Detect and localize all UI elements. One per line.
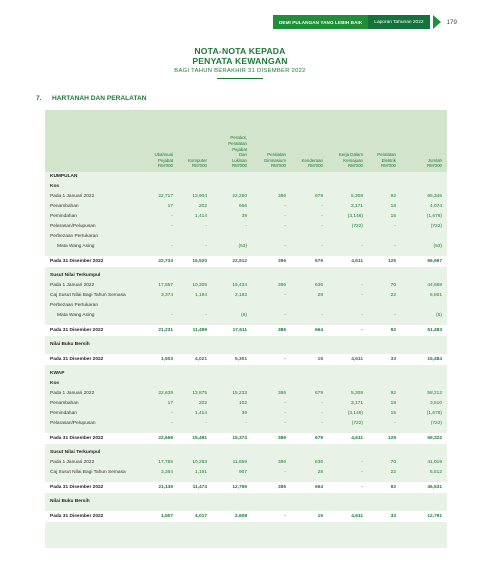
table-cell: 664 xyxy=(314,485,323,490)
column-header-line: Lukisan xyxy=(231,157,247,163)
page-header xyxy=(273,15,457,29)
table-cell: 386 xyxy=(277,391,286,396)
title-divider xyxy=(217,78,263,79)
table-cell: 21,149 xyxy=(158,485,173,490)
table-cell: 11,474 xyxy=(192,485,207,490)
table-cell: - xyxy=(361,313,363,318)
total-row xyxy=(45,325,447,336)
row-label: Perbezaan Pertukaran xyxy=(50,234,98,239)
column-header-line: Komputer xyxy=(187,157,207,163)
table-cell: 15,484 xyxy=(427,357,442,362)
table-cell: - xyxy=(394,313,396,318)
table-cell: 22,717 xyxy=(158,194,173,199)
table-cell: - xyxy=(284,357,286,362)
table-cell: 17,611 xyxy=(232,328,247,333)
table-row xyxy=(45,399,447,409)
table-cell: - xyxy=(321,421,323,426)
row-label: Penambahan xyxy=(50,204,79,209)
table-row xyxy=(45,409,447,419)
row-label: KUMPULAN xyxy=(50,174,78,179)
row-label: Pemindahan xyxy=(50,214,77,219)
table-cell: 28 xyxy=(317,470,323,475)
table-cell: 15,491 xyxy=(192,436,207,441)
table-cell: - xyxy=(205,313,207,318)
row-label: Pemindahan xyxy=(50,411,77,416)
column-unit: RM'000 xyxy=(192,163,207,169)
table-cell: 386 xyxy=(277,460,286,465)
table-cell: 44,688 xyxy=(427,283,442,288)
table-cell: 10,283 xyxy=(192,460,207,465)
table-cell: 41,019 xyxy=(427,460,442,465)
row-label: Caj Susut Nilai Bagi Tahun Semasa xyxy=(50,470,126,475)
column-unit: RM'000 xyxy=(232,163,247,169)
table-cell: 636 xyxy=(314,460,323,465)
table-cell: - xyxy=(284,401,286,406)
table-cell: - xyxy=(361,293,363,298)
table-cell: 92 xyxy=(390,328,396,333)
table-cell: - xyxy=(171,224,173,229)
subheading-row xyxy=(45,497,447,507)
table-cell: (3,146) xyxy=(347,411,363,416)
column-header-line: Dan xyxy=(238,152,247,158)
table-cell: 58,212 xyxy=(427,391,442,396)
table-cell: 15 xyxy=(317,357,323,362)
column-unit: RM'000 xyxy=(158,163,173,169)
row-label: Mata Wang Asing xyxy=(57,244,95,249)
table-cell: 125 xyxy=(387,436,396,441)
table-row xyxy=(45,212,447,222)
table-cell: 12,766 xyxy=(232,485,247,490)
row-label: Penambahan xyxy=(50,401,79,406)
row-label: Pada 31 Disember 2022 xyxy=(50,328,104,333)
table-cell: 18 xyxy=(390,401,396,406)
table-cell: 59,322 xyxy=(427,436,442,441)
table-cell: 1,507 xyxy=(160,514,173,519)
row-label: Kos xyxy=(50,381,60,386)
table-cell: 386 xyxy=(277,194,286,199)
row-label: Pada 1 Januari 2022 xyxy=(50,283,95,288)
report-name: Laporan Tahunan 2022 xyxy=(368,15,429,29)
table-cell: (6) xyxy=(436,313,442,318)
table-cell: 51,483 xyxy=(427,328,442,333)
table-cell: 13,875 xyxy=(192,391,207,396)
section-title: HARTANAH DAN PERALATAN xyxy=(52,95,147,102)
table-row xyxy=(45,389,447,399)
table-row xyxy=(45,311,447,321)
table-row xyxy=(45,192,447,202)
column-header-line: Ubahsuai xyxy=(154,152,173,158)
row-label: Pada 1 Januari 2022 xyxy=(50,194,95,199)
row-label: Pelarasan/Pelupusan xyxy=(50,224,96,229)
table-cell: 4,611 xyxy=(351,357,363,362)
table-cell: - xyxy=(394,224,396,229)
table-cell: - xyxy=(171,421,173,426)
table-cell: - xyxy=(284,470,286,475)
table-cell: - xyxy=(284,204,286,209)
table-cell: - xyxy=(205,421,207,426)
column-header-line: Peralatan xyxy=(228,141,247,147)
table-cell: (722) xyxy=(430,224,442,229)
table-cell: 15,374 xyxy=(232,436,247,441)
table-cell: 28 xyxy=(317,293,323,298)
column-unit: RM'000 xyxy=(381,163,396,169)
table-cell: - xyxy=(394,421,396,426)
column-header-line: Pejabat xyxy=(232,146,247,152)
table-cell: 386 xyxy=(277,283,286,288)
table-cell: 15 xyxy=(317,514,323,519)
row-label: Pada 31 Disember 2022 xyxy=(50,436,104,441)
table-row xyxy=(45,222,447,232)
table-cell: 2,608 xyxy=(234,514,247,519)
table-cell: 11,499 xyxy=(192,328,207,333)
row-label: Caj Susut Nilai Bagi Tahun Semasa xyxy=(50,293,126,298)
table-cell: 1,191 xyxy=(194,470,207,475)
table-cell: - xyxy=(205,244,207,249)
row-label: Susut Nilai Terkumpul xyxy=(50,273,101,278)
table-cell: 1,503 xyxy=(160,357,173,362)
ppe-table xyxy=(45,110,447,548)
table-cell: 13,904 xyxy=(192,194,207,199)
table-cell: - xyxy=(321,401,323,406)
total-row xyxy=(45,433,447,444)
section-number: 7. xyxy=(36,95,42,102)
table-cell: - xyxy=(284,244,286,249)
table-cell: - xyxy=(171,411,173,416)
column-header xyxy=(207,135,247,169)
column-header xyxy=(246,152,286,169)
column-header-line: Gimnasium xyxy=(263,157,286,163)
table-cell: - xyxy=(321,313,323,318)
table-cell: - xyxy=(321,224,323,229)
table-cell: - xyxy=(361,460,363,465)
table-cell: 66,967 xyxy=(427,259,442,264)
table-row xyxy=(45,232,447,242)
table-cell: - xyxy=(394,244,396,249)
table-cell: 15,233 xyxy=(232,391,247,396)
total-row xyxy=(45,482,447,493)
table-cell: 6,801 xyxy=(429,293,442,298)
table-cell: 92 xyxy=(390,485,396,490)
column-header-line: Kenderaan xyxy=(301,157,323,163)
table-cell: - xyxy=(284,214,286,219)
table-cell: 22,912 xyxy=(232,259,247,264)
table-cell: 4,611 xyxy=(351,259,363,264)
table-cell: 3,171 xyxy=(350,401,363,406)
table-cell: 92 xyxy=(390,194,396,199)
column-header xyxy=(283,158,323,169)
table-cell: 22,656 xyxy=(158,436,173,441)
column-header-line: Kemajuan xyxy=(343,157,363,163)
table-cell: (722) xyxy=(351,224,363,229)
table-cell: 17,857 xyxy=(158,283,173,288)
table-cell: 102 xyxy=(238,401,247,406)
table-cell: 3,510 xyxy=(429,401,442,406)
table-cell: 33 xyxy=(390,514,396,519)
table-cell: 15,520 xyxy=(192,259,207,264)
table-cell: (53) xyxy=(433,244,442,249)
table-cell: 1,194 xyxy=(194,293,207,298)
row-label: Nilai Buku Bersih xyxy=(50,499,90,504)
table-cell: 15,434 xyxy=(232,283,247,288)
table-cell: 202 xyxy=(198,204,207,209)
subheading-row xyxy=(45,340,447,350)
table-cell: - xyxy=(284,514,286,519)
table-cell: - xyxy=(171,214,173,219)
table-cell: 5,308 xyxy=(350,391,363,396)
table-cell: 2,183 xyxy=(234,293,247,298)
table-cell: 1,414 xyxy=(194,411,207,416)
table-cell: 22 xyxy=(390,470,396,475)
table-cell: 21,231 xyxy=(158,328,173,333)
group-heading-row xyxy=(45,369,447,379)
table-cell: 679 xyxy=(314,391,323,396)
total-row xyxy=(45,354,447,365)
table-cell: - xyxy=(321,204,323,209)
table-cell: 1,414 xyxy=(194,214,207,219)
table-cell: 636 xyxy=(314,283,323,288)
column-unit: RM'000 xyxy=(427,163,442,169)
table-cell: 22 xyxy=(390,293,396,298)
column-header-line: Peralatan xyxy=(267,152,286,158)
table-cell: - xyxy=(361,470,363,475)
column-header xyxy=(167,158,207,169)
table-cell: - xyxy=(361,244,363,249)
title-line-2: PENYATA KEWANGAN xyxy=(192,56,288,66)
table-row xyxy=(45,419,447,429)
table-cell: 39 xyxy=(241,411,247,416)
row-label: Pada 31 Disember 2022 xyxy=(50,485,104,490)
table-cell: 22,260 xyxy=(232,194,247,199)
table-cell: 4,611 xyxy=(351,514,363,519)
table-cell: (53) xyxy=(238,244,247,249)
arrow-icon xyxy=(433,15,441,29)
page-number: 179 xyxy=(446,18,457,26)
table-cell: (3,146) xyxy=(347,214,363,219)
table-cell: - xyxy=(321,244,323,249)
table-row xyxy=(45,301,447,311)
table-cell: 202 xyxy=(198,401,207,406)
title-subtitle: BAGI TAHUN BERAKHIR 31 DISEMBER 2022 xyxy=(174,68,306,74)
column-unit: RM'000 xyxy=(271,163,286,169)
column-header-line: Kerja Dalam xyxy=(338,152,363,158)
page-title xyxy=(0,46,480,79)
total-row xyxy=(45,511,447,522)
table-cell: - xyxy=(245,224,247,229)
table-cell: - xyxy=(361,328,363,333)
table-cell: 4,021 xyxy=(194,357,207,362)
column-header-line: Peralatan xyxy=(377,152,396,158)
table-cell: - xyxy=(245,421,247,426)
row-label: Mata Wang Asing xyxy=(57,313,95,318)
table-cell: (722) xyxy=(430,421,442,426)
title-line-1: NOTA-NOTA KEPADA xyxy=(194,46,286,56)
table-cell: 5,308 xyxy=(350,194,363,199)
table-row xyxy=(45,468,447,478)
table-row xyxy=(45,202,447,212)
table-row xyxy=(45,458,447,468)
table-cell: - xyxy=(284,421,286,426)
table-header xyxy=(45,110,447,172)
table-cell: 666 xyxy=(238,204,247,209)
table-cell: - xyxy=(361,485,363,490)
total-row xyxy=(45,256,447,267)
table-cell: 17 xyxy=(167,204,173,209)
subheading-row xyxy=(45,448,447,458)
table-cell: 386 xyxy=(277,328,286,333)
table-cell: (6) xyxy=(241,313,247,318)
section-heading xyxy=(36,95,147,102)
subheading-row xyxy=(45,379,447,389)
table-cell: - xyxy=(205,224,207,229)
table-cell: - xyxy=(171,244,173,249)
table-cell: - xyxy=(321,214,323,219)
row-label: Pada 31 Disember 2022 xyxy=(50,259,104,264)
table-row xyxy=(45,281,447,291)
column-unit: RM'000 xyxy=(348,163,363,169)
table-cell: 4,611 xyxy=(351,436,363,441)
table-cell: 10,305 xyxy=(192,283,207,288)
table-cell: - xyxy=(171,313,173,318)
column-header-line: Perabot, xyxy=(230,135,247,141)
row-label: Nilai Buku Bersih xyxy=(50,342,90,347)
table-cell: (1,678) xyxy=(426,411,442,416)
subheading-row xyxy=(45,271,447,281)
table-cell: 18 xyxy=(390,204,396,209)
table-cell: 65,346 xyxy=(427,194,442,199)
table-cell: 664 xyxy=(314,328,323,333)
table-cell: 22,639 xyxy=(158,391,173,396)
table-cell: 11,859 xyxy=(232,460,247,465)
table-cell: 4,074 xyxy=(429,204,442,209)
table-cell: 3,364 xyxy=(160,470,173,475)
table-cell: 5,512 xyxy=(429,470,442,475)
row-label: Kos xyxy=(50,184,60,189)
table-cell: (1,678) xyxy=(426,214,442,219)
row-label: Pelarasan/Pelupusan xyxy=(50,421,96,426)
table-cell: - xyxy=(284,411,286,416)
table-row xyxy=(45,242,447,252)
table-cell: 125 xyxy=(387,259,396,264)
subheading-row xyxy=(45,182,447,192)
column-header-line: Pejabat xyxy=(158,157,173,163)
table-cell: 33 xyxy=(390,357,396,362)
table-cell: 15 xyxy=(390,411,396,416)
table-cell: 907 xyxy=(238,470,247,475)
table-cell: 17,785 xyxy=(158,460,173,465)
column-header-line: Elektrik xyxy=(381,157,396,163)
table-cell: 3,374 xyxy=(160,293,173,298)
table-cell: 70 xyxy=(390,460,396,465)
row-label: Pada 1 Januari 2022 xyxy=(50,391,95,396)
table-cell: 386 xyxy=(277,436,286,441)
table-cell: 15 xyxy=(390,214,396,219)
row-label: Pada 31 Disember 2022 xyxy=(50,357,104,362)
table-cell: - xyxy=(321,411,323,416)
table-cell: 17 xyxy=(167,401,173,406)
table-cell: 4,017 xyxy=(194,514,207,519)
row-label: Pada 1 Januari 2022 xyxy=(50,460,95,465)
table-cell: - xyxy=(284,224,286,229)
table-cell: 70 xyxy=(390,283,396,288)
row-label: Susut Nilai Terkumpul xyxy=(50,450,101,455)
row-label: Pada 31 Disember 2022 xyxy=(50,514,104,519)
table-cell: 3,171 xyxy=(350,204,363,209)
table-cell: 679 xyxy=(314,436,323,441)
column-header-line: Jumlah xyxy=(427,157,442,163)
table-cell: 679 xyxy=(314,259,323,264)
table-cell: 46,531 xyxy=(427,485,442,490)
table-row xyxy=(45,291,447,301)
table-cell: 39 xyxy=(241,214,247,219)
row-label: KWAP xyxy=(50,371,65,376)
column-header xyxy=(356,152,396,169)
table-cell: 92 xyxy=(390,391,396,396)
table-cell: - xyxy=(284,293,286,298)
table-cell: 5,301 xyxy=(234,357,247,362)
group-heading-row xyxy=(45,172,447,182)
table-cell: 12,791 xyxy=(427,514,442,519)
table-cell: 22,734 xyxy=(158,259,173,264)
row-label: Perbezaan Pertukaran xyxy=(50,303,98,308)
table-cell: 386 xyxy=(277,259,286,264)
column-header xyxy=(402,158,442,169)
table-cell: - xyxy=(361,283,363,288)
table-cell: (722) xyxy=(351,421,363,426)
table-cell: 679 xyxy=(314,194,323,199)
table-cell: - xyxy=(284,313,286,318)
report-tagline: DEMI PULANGAN YANG LEBIH BAIK xyxy=(273,15,368,29)
table-cell: 386 xyxy=(277,485,286,490)
column-unit: RM'000 xyxy=(308,163,323,169)
